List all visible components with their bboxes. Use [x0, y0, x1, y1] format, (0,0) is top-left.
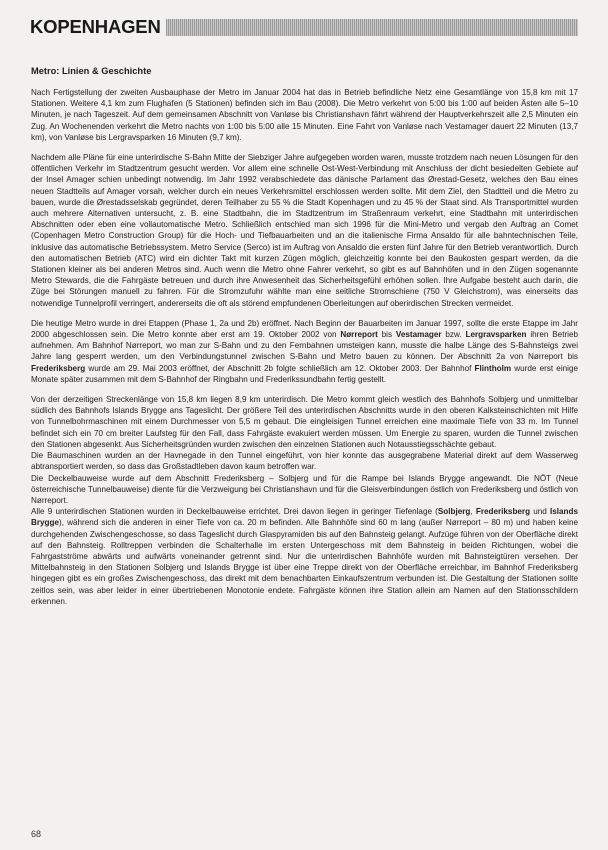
paragraph-construction-machines: Die Baumaschinen wurden an der Havnegade in den Tunnel eingeführt, von hier konnte das ausgegrabene Material direkt auf dem Wasserweg abtransportiert werden, so dass das Großstadtleben davon kaum betroffen war.: [31, 451, 578, 472]
paragraph-history: Nachdem alle Pläne für eine unterirdische S-Bahn Mitte der Siebziger Jahre aufgegeben worden waren, musste trotzdem nach neuen Lösungen für den öffentlichen Verkehr im Stadtzentrum gesucht werden. Vor allem eine schnelle Ost-West-Verbindung mit Anschluss der dicht besiedelten Gebiete auf der Insel Amager schien unbedingt notwendig. Im Jahr 1992 verabschiedete das dänische Parlament das Ørestad-Gesetz, welches den Bau eines neuen Stadtteils auf Amager vorsah, welcher durch ein neues Verkehrsmittel erschlossen werden sollte. Mit dem Ziel, den Stadtteil und die Metro zu bauen, wurde die Ørestadsselskab gegründet, deren Teilhaber zu 55 % die Stadt Kopenhagen und zu 45 % der Staat sind. Als Transportmittel wurden auch mehrere Alternativen untersucht, z. B. eine Stadtbahn, die im Stadtzentrum im Straßenraum verkehrt, eine Stadtbahn mit unterirdischen Abschnitten oder eben eine vollautomatische Metro. Schließlich entschied man sich 1996 für die Mini-Metro und vergab den Auftrag an Comet (Copenhagen Metro Construction Group) für die Hoch- und Tiefbauarbeiten und an die italienische Firma Ansaldo für alle bahntechnischen Teile, inklusive das automatische Betriebssystem. Metro Service (Serco) ist im Auftrag von Ansaldo die ersten fünf Jahre für den Betrieb verantwortlich. Durch den automatischen Betrieb (ATC) wird ein dichter Takt mit kurzen Zügen möglich, gleichzeitig konnte bei den Baukosten gespart werden, da die Stationen kleiner als bei anderen Metros sind. Auch wenn die Metro ohne Fahrer verkehrt, so gibt es auf Bahnhöfen und in den Zügen sogenannte Metro Stewards, die die Fahrgäste betreuen und durch ihre Anwesenheit das Sicherheitsgefühl erhöhen sollen. Ihre Aufgabe besteht auch darin, die Züge bei Störungen manuell zu fahren. Für die Stromzufuhr wählte man eine seitliche Stromschiene (750 V Gleichstrom), was einerseits das notwendige Tunnelprofil verringert, andererseits die oft als störend empfundenen Oberleitungen auf oberirdischen Strecken vermeidet.: [31, 153, 578, 308]
main-content: [31, 66, 578, 616]
section-title: Metro: Linien & Geschichte: [31, 66, 152, 76]
text-span: ihren Betrieb aufnehmen. Am Bahnhof Nørreport, wo man zur S-Bahn und zu den Fernbahnen umsteigen kann, musste die halbe Länge des S-Bahnsteigs zwei Jahre lang gesperrt werden, um den Verbindungstunnel zwischen S-Bahn und Metro bauen zu können. Der Abschnitt 2a von Nørreport bis: [31, 330, 578, 362]
page-header: [30, 14, 578, 40]
text-span: wurde am 29. Mai 2003 eröffnet, der Abschnitt 2b folgte schließlich am 12. Oktober 2003. Der Bahnhof: [85, 363, 475, 373]
text-span: wurde erst einige Monate später zusammen mit dem S-Bahnhof der Ringbahn und Frederikssundbahn fertig gestellt.: [31, 363, 578, 384]
text-span: ,: [470, 507, 476, 517]
header-decorative-bar: [166, 19, 578, 36]
station-name-bold: Nørreport: [340, 330, 378, 340]
page-number: 68: [31, 829, 42, 839]
text-span: Die heutige Metro wurde in drei Etappen (Phase 1, 2a und 2b) eröffnet. Nach Beginn der Bauarbeiten im Januar 1997, sollte die erste Etappe im Jahr 2000 abgeschlossen sein. Die Metro konnte aber erst am 19. Oktober 2002 von: [31, 318, 578, 340]
text-span: ), während sich die anderen in einer Tiefe von ca. 20 m befinden. Alle Bahnhöfe sind 60 m lang (außer Nørreport – 80 m) und haben keine durchgehenden Zwischengeschosse, so dass Tageslicht durch Glaspyramiden bis auf den Bahnsteig gelangt. Aufzüge führen von der Oberfläche direkt auf den Bahnsteig. Rolltreppen verbinden die Schalterhalle im ersten Untergeschoss mit dem Bahnsteig in beiden Richtungen, wobei die Fahrgastströme abwärts und aufwärts voneinander getrennt sind. Nur die unterirdischen Bahnhöfe wurden mit Bahnsteigtüren versehen. Der Mittelbahnsteig in den Stationen Solbjerg und Islands Brygge ist über eine Treppe direkt von der Oberfläche erreichbar, im Bahnhof Frederiksberg hingegen gibt es ein großes Zwischengeschoss, das direkt mit dem benachbarten Einkaufszentrum verbunden ist. Die Gestaltung der Stationen sollte zeitlos sein, was aber leider in einer übertriebenen Monotonie endete. Fahrgäste können ihre Station allein am Namen auf den Stationsschildern erkennen.: [31, 518, 578, 606]
station-name-bold: Frederiksberg: [475, 507, 531, 517]
paragraph-opening-stages: [31, 318, 578, 385]
station-name-bold: Frederiksberg: [31, 363, 86, 373]
paragraph-tunnels: Von der derzeitigen Streckenlänge von 15,8 km liegen 8,9 km unterirdisch. Die Metro kommt gleich westlich des Bahnhofs Solbjerg und unmittelbar südlich des Bahnhofs Islands Brygge ans Tageslicht. Der größere Teil des unterirdischen Abschnitts wurde in den oberen Kalksteinschichten mit Hilfe von Tunnelbohrmaschinen mit einem Durchmesser von 5,5 m gebaut. Die eingleisigen Tunnel erreichen eine maximale Tiefe von 33 m. Im Tunnel befindet sich ein 70 cm breiter Laufsteg für den Fall, dass Fahrgäste evakuiert werden müssen. Um Energie zu sparen, wurden die Tunnel zwischen den Stationen abgesenkt. Aus Sicherheitsgründen wurden zwischen den einzelnen Stationen auch Notausstiegsschächte gebaut.: [31, 395, 578, 449]
station-name-bold: Flintholm: [474, 363, 512, 373]
text-span: bis: [377, 330, 396, 340]
paragraph-construction-methods: Die Deckelbauweise wurde auf dem Abschnitt Frederiksberg – Solbjerg und für die Rampe bei Islands Brygge angewandt. Die NÖT (Neue österreichische Tunnelbauweise) diente für die Verzweigung bei Christianshavn und für die Gleisverbindungen östlich von Frederiksberg und östlich von Nørreport.: [31, 473, 578, 505]
chapter-title: KOPENHAGEN: [30, 16, 161, 37]
paragraph-stations: [31, 506, 578, 607]
station-name-bold: Islands Brygge: [31, 507, 578, 528]
text-span: bzw.: [441, 330, 466, 340]
station-name-bold: Vestamager: [395, 330, 442, 340]
station-name-bold: Solbjerg: [437, 507, 471, 517]
paragraph-network-overview: Nach Fertigstellung der zweiten Ausbauphase der Metro im Januar 2004 hat das in Betrieb befindliche Netz eine Gesamtlänge von 15,8 km mit 17 Stationen. Weitere 4,1 km zum Flughafen (5 Stationen) befinden sich im Bau (2008). Die Metro verkehrt von 5:00 bis 1:00 auf beiden Ästen alle 5–10 Minuten, je nach Tageszeit. Auf dem gemeinsamen Abschnitt von Vanløse bis Christianshavn fährt während der Hauptverkehrszeit alle 2,5 Minuten ein Zug. An Wochenenden verkehrt die Metro nachts von 1:00 bis 5:00 alle 15 Minuten. Eine Fahrt von Vanløse nach Vestamager dauert 22 Minuten (13,7 km), von Vanløse bis Lergravsparken 16 Minuten (9,7 km).: [31, 88, 578, 142]
station-name-bold: Lergravsparken: [465, 330, 527, 340]
text-span: Alle 9 unterirdischen Stationen wurden in Deckelbauweise errichtet. Drei davon liegen in geringer Tiefenlage (: [31, 507, 438, 517]
text-span: und: [530, 507, 550, 517]
